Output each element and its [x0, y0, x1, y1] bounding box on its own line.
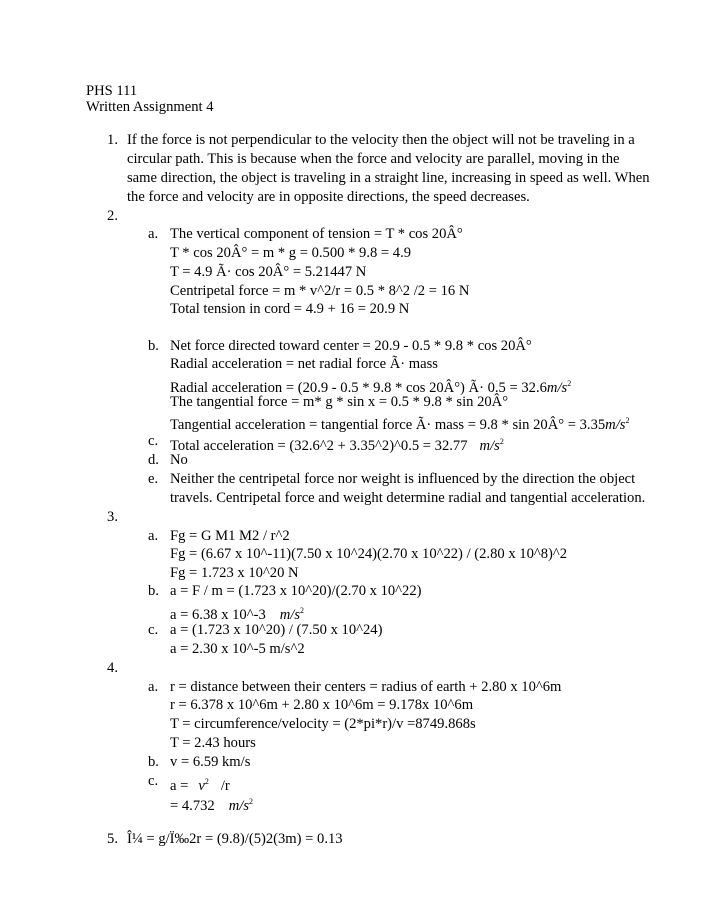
q4c-line-1: $a = v^2$ /r	[170, 777, 230, 794]
q2b-line-1: Net force directed toward center = 20.9 - 0.5 * 9.8 * cos 20Â°	[170, 338, 532, 354]
q2c-label: c.	[148, 433, 159, 449]
unit-m-per-s2: $m/s^2$	[279, 606, 305, 623]
q4a-line-1: r = distance between their centers = radius of earth + 2.80 x 10^6m	[170, 679, 562, 695]
q2b-line-3-text: Radial acceleration = (20.9 - 0.5 * 9.8 * cos 20Â°) Ã· 0.5 = 32.6	[170, 379, 547, 396]
q2d-label: d.	[148, 452, 159, 468]
q2e-label: e.	[148, 471, 159, 487]
q1-line-4: the force and velocity are in opposite directions, the speed decreases.	[127, 189, 530, 205]
q3a-line-2: Fg = (6.67 x 10^-11)(7.50 x 10^24)(2.70 x 10^22) / (2.80 x 10^8)^2	[170, 546, 568, 562]
q4c-label: c.	[148, 773, 159, 789]
assignment-title: Written Assignment 4	[86, 99, 214, 115]
q5-number: 5.	[107, 831, 118, 847]
q2c-text: Total acceleration = (32.6^2 + 3.35^2)^0.5 = 32.77 $m/s^2$	[170, 437, 504, 454]
q4c-line-2: = 4.732 $m/s^2$	[170, 797, 254, 814]
q3a-line-3: Fg = 1.723 x 10^20 N	[170, 565, 299, 581]
q4-number: 4.	[107, 660, 118, 676]
q4b-text: v = 6.59 km/s	[170, 754, 251, 770]
q3c-label: c.	[148, 622, 159, 638]
unit-m-per-s2: $m/s^2$	[479, 437, 504, 454]
q2a-line-5: Total tension in cord = 4.9 + 16 = 20.9 N	[170, 301, 410, 317]
q3c-line-1: a = (1.723 x 10^20) / (7.50 x 10^24)	[170, 622, 383, 638]
q3b-line-1: a = F / m = (1.723 x 10^20)/(2.70 x 10^22)	[170, 583, 422, 599]
q4a-label: a.	[148, 679, 159, 695]
unit-m-per-s2: $m/s^2$	[546, 379, 572, 396]
q4b-label: b.	[148, 754, 159, 770]
q2e-line-2: travels. Centripetal force and weight determine radial and tangential acceleration.	[170, 490, 646, 506]
q3a-line-1: Fg = G M1 M2 / r^2	[170, 528, 290, 544]
q2b-line-5-text: Tangential acceleration = tangential force Ã· mass = 9.8 * sin 20Â° = 3.35	[170, 416, 606, 433]
course-title: PHS 111	[86, 83, 138, 99]
q2b-line-4: The tangential force = m* g * sin x = 0.5 * 9.8 * sin 20Â°	[170, 394, 509, 410]
unit-v-squared: $v^2$	[198, 777, 209, 794]
q4a-line-2: r = 6.378 x 10^6m + 2.80 x 10^6m = 9.178x 10^6m	[170, 697, 474, 713]
q4a-line-3: T = circumference/velocity = (2*pi*r)/v =8749.868s	[170, 716, 476, 732]
q2a-line-3: T = 4.9 Ã· cos 20Â° = 5.21447 N	[170, 264, 367, 280]
q1-number: 1.	[107, 132, 118, 148]
q2a-line-2: T * cos 20Â° = m * g = 0.500 * 9.8 = 4.9	[170, 245, 412, 261]
q4a-line-4: T = 2.43 hours	[170, 735, 256, 751]
q3b-label: b.	[148, 583, 159, 599]
unit-m-per-s2: $m/s^2$	[228, 797, 254, 814]
q1-line-2: circular path. This is because when the force and velocity are parallel, moving in the	[127, 151, 620, 167]
q5-text: Î¼ = g/Ï‰2r = (9.8)/(5)2(3m) = 0.13	[127, 831, 343, 847]
q2a-line-1: The vertical component of tension = T * cos 20Â°	[170, 226, 463, 242]
q3a-label: a.	[148, 528, 159, 544]
q2-number: 2.	[107, 208, 118, 224]
q1-line-1: If the force is not perpendicular to the velocity then the object will not be traveling in a	[127, 132, 635, 148]
q2d-text: No	[170, 452, 188, 468]
q2b-line-2: Radial acceleration = net radial force Ã· mass	[170, 356, 438, 372]
q2b-label: b.	[148, 338, 159, 354]
unit-m-per-s2: $m/s^2$	[605, 416, 630, 433]
q2e-line-1: Neither the centripetal force nor weight is influenced by the direction the object	[170, 471, 636, 487]
q3b-line-2: a = 6.38 x 10^-3 $m/s^2$	[170, 606, 305, 623]
q1-line-3: same direction, the object is traveling in a straight line, increasing in speed as well. When	[127, 170, 650, 186]
q2a-line-4: Centripetal force = m * v^2/r = 0.5 * 8^2 /2 = 16 N	[170, 283, 470, 299]
q3c-line-2: a = 2.30 x 10^-5 m/s^2	[170, 641, 305, 657]
q3-number: 3.	[107, 509, 118, 525]
q2a-label: a.	[148, 226, 159, 242]
